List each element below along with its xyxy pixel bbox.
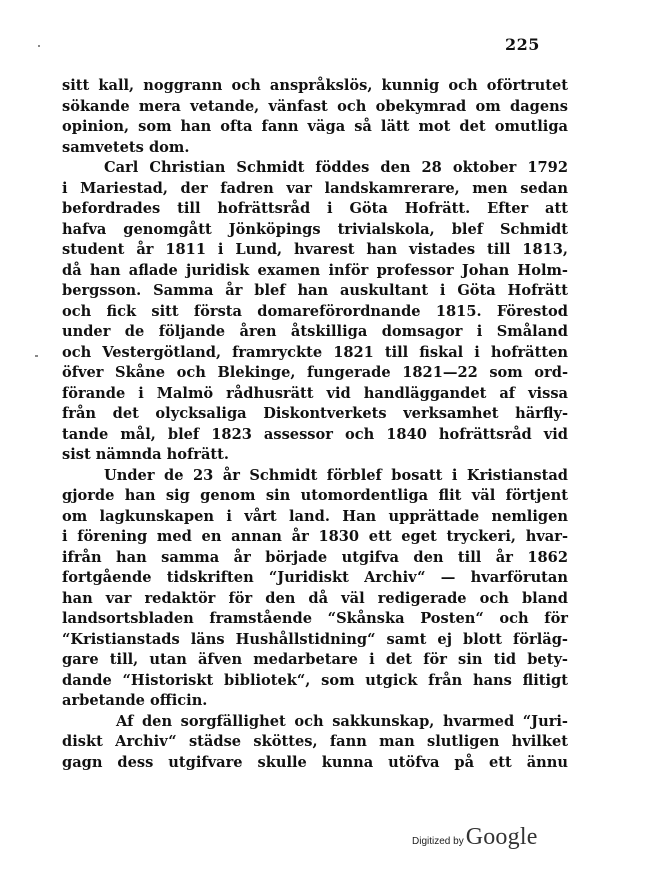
text-line: befordrades till hofrättsråd i Göta Hofrätt. Efter att xyxy=(62,200,568,217)
text-line: öfver Skåne och Blekinge, fungerade 1821—22 som ord- xyxy=(62,364,568,381)
text-line: i Mariestad, der fadren var landskamrerare, men sedan xyxy=(62,179,568,197)
text-line: sitt kall, noggrann och anspråkslös, kunnig och oförtrutet xyxy=(62,77,568,94)
paragraph-4 xyxy=(62,712,568,774)
digitized-by-label: Digitized by xyxy=(412,836,464,847)
text-line: samvetets dom. xyxy=(62,138,190,156)
text-line: under de följande åren åtskilliga domsagor i Småland xyxy=(62,323,568,340)
scan-speck xyxy=(38,45,40,47)
text-line: förande i Malmö rådhusrätt vid handläggandet af vissa xyxy=(62,384,568,402)
text-line: ifrån han samma år började utgifva den till år 1862 xyxy=(62,548,568,566)
text-line: han var redaktör för den då väl redigerade och bland xyxy=(62,589,568,607)
text-line: bergsson. Samma år blef han auskultant i Göta Hofrätt xyxy=(62,282,568,299)
text-line: då han aflade juridisk examen inför professor Johan Holm- xyxy=(62,261,568,279)
text-line: fortgående tidskriften “Juridiskt Archiv“ — hvarförutan xyxy=(62,569,568,586)
text-line: student år 1811 i Lund, hvarest han vistades till 1813, xyxy=(62,241,568,258)
text-line: gare till, utan äfven medarbetare i det för sin tid bety- xyxy=(62,651,568,668)
paragraph-3 xyxy=(62,466,568,712)
paragraph-1 xyxy=(62,76,568,158)
text-line: diskt Archiv“ städse sköttes, fann man slutligen hvilket xyxy=(62,733,568,750)
text-line: gagn dess utgifvare skulle kunna utöfva på ett ännu xyxy=(62,753,568,771)
text-line: om lagkunskapen i vårt land. Han upprättade nemligen xyxy=(62,507,568,525)
paragraph-2 xyxy=(62,158,568,466)
text-line: landsortsbladen framstående “Skånska Posten“ och för xyxy=(62,610,568,627)
text-line: dande “Historiskt bibliotek“, som utgick från hans flitigt xyxy=(62,671,568,689)
text-line: hafva genomgått Jönköpings trivialskola, blef Schmidt xyxy=(62,220,568,238)
text-line: och Vestergötland, framryckte 1821 till fiskal i hofrätten xyxy=(62,343,568,361)
text-line: “Kristianstads läns Hushållstidning“ samt ej blott förläg- xyxy=(62,630,568,648)
text-line: Carl Christian Schmidt föddes den 28 oktober 1792 xyxy=(104,159,568,176)
text-line: Af den sorgfällighet och sakkunskap, hvarmed “Juri- xyxy=(116,712,568,730)
text-line: sist nämnda hofrätt. xyxy=(62,446,229,463)
text-line: sökande mera vetande, vänfast och obekymrad om dagens xyxy=(62,97,568,115)
text-line: arbetande officin. xyxy=(62,692,208,709)
body-text xyxy=(62,76,568,773)
text-line: tande mål, blef 1823 assessor och 1840 hofrättsråd vid xyxy=(62,425,568,443)
text-line: opinion, som han ofta fann väga så lätt mot det omutliga xyxy=(62,118,568,135)
text-line: och fick sitt första domareförordnande 1815. Förestod xyxy=(62,302,568,320)
scan-speck xyxy=(35,355,38,357)
page-number: 225 xyxy=(505,35,540,54)
digitization-watermark xyxy=(412,824,538,851)
text-line: gjorde han sig genom sin utomordentliga flit väl förtjent xyxy=(62,487,568,504)
text-line: i förening med en annan år 1830 ett eget tryckeri, hvar- xyxy=(62,528,568,545)
text-line: Under de 23 år Schmidt förblef bosatt i Kristianstad xyxy=(104,466,568,484)
google-logo: Google xyxy=(465,824,538,850)
text-line: från det olycksaliga Diskontverkets verksamhet härfly- xyxy=(62,405,568,422)
